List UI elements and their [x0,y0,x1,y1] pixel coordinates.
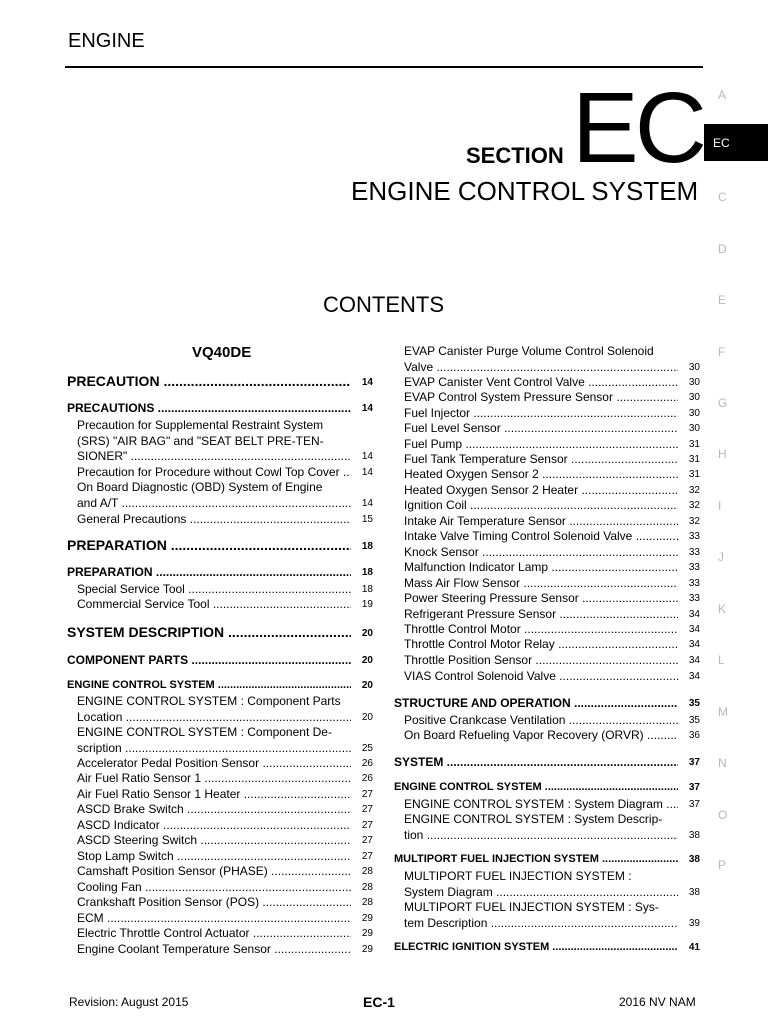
toc-entry-page: 14 [361,451,373,462]
toc-entry[interactable] [394,812,700,842]
toc-entry-page: 27 [361,851,373,862]
toc-entry-page: 38 [688,854,700,865]
toc-entry-page: 34 [688,655,700,666]
toc-entry-page: 29 [361,944,373,955]
toc-entry-title: Camshaft Position Sensor (PHASE) ..... [77,864,351,878]
toc-entry-title: Throttle Control Motor Relay ..... [404,637,678,651]
toc-entry[interactable] [67,771,373,787]
toc-entry-page: 26 [361,758,373,769]
toc-entry[interactable] [394,669,700,685]
toc-entry-title: PRECAUTIONS ..... [67,401,351,415]
toc-entry-page: 37 [688,799,700,810]
toc-entry-title: Throttle Control Motor ..... [404,622,678,636]
toc-entry-title: VIAS Control Solenoid Valve ..... [404,669,678,683]
section-tab-k[interactable]: K [718,602,727,616]
toc-entry[interactable] [394,406,700,422]
toc-entry[interactable] [394,755,700,771]
section-tab-e[interactable]: E [718,293,727,307]
toc-entry-title: Throttle Position Sensor ..... [404,653,678,667]
toc-entry-title: Accelerator Pedal Position Sensor ..... [77,756,351,770]
toc-entry[interactable] [67,512,373,528]
section-tab-d[interactable]: D [718,242,727,256]
toc-entry-page: 30 [688,423,700,434]
section-tab-l[interactable]: L [718,653,725,667]
toc-entry-title: ELECTRIC IGNITION SYSTEM ..... [394,941,678,953]
toc-entry[interactable] [394,421,700,437]
toc-entry-page: 30 [688,408,700,419]
toc-entry[interactable] [394,344,700,374]
toc-entry[interactable] [394,607,700,623]
toc-entry-page: 41 [688,942,700,953]
toc-entry-title: System Diagram ..... [404,885,678,899]
toc-entry-title: Fuel Pump ..... [404,437,678,451]
toc-entry[interactable] [67,565,373,581]
toc-entry-page: 20 [361,655,373,666]
toc-entry[interactable] [67,849,373,865]
toc-entry-title: Precaution for Procedure without Cowl Top Cover ..... [77,465,351,479]
toc-entry-title-line: MULTIPORT FUEL INJECTION SYSTEM : Sys- [404,900,659,914]
toc-entry-page: 36 [688,730,700,741]
toc-entry-title: Valve ..... [404,360,678,374]
toc-entry-page: 27 [361,835,373,846]
section-tab-c[interactable]: C [718,190,727,204]
toc-entry-title: EVAP Canister Vent Control Valve ..... [404,375,678,389]
toc-entry-title: PREPARATION ..... [67,565,351,579]
section-tab-g[interactable]: G [718,396,728,410]
toc-entry[interactable] [67,653,373,669]
toc-entry-page: 27 [361,789,373,800]
toc-entry[interactable] [394,797,700,813]
toc-entry-page: 37 [688,782,700,793]
toc-entry-title: On Board Refueling Vapor Recovery (ORVR) ..... [404,728,678,742]
toc-entry[interactable] [67,401,373,417]
toc-entry-title-line: EVAP Canister Purge Volume Control Solenoid [404,344,654,358]
toc-entry-page: 27 [361,820,373,831]
toc-entry[interactable] [67,624,373,640]
toc-entry-title: Mass Air Flow Sensor ..... [404,576,678,590]
toc-entry-page: 34 [688,639,700,650]
toc-entry-page: 18 [361,567,373,578]
toc-entry-page: 35 [688,715,700,726]
footer-model: 2016 NV NAM [619,995,696,1009]
toc-entry-page: 34 [688,624,700,635]
toc-entry[interactable] [67,679,373,695]
section-tab-f[interactable]: F [718,345,726,359]
toc-entry[interactable] [67,756,373,772]
toc-entry-title: Intake Air Temperature Sensor ..... [404,514,678,528]
toc-entry-page: 19 [361,599,373,610]
toc-entry[interactable] [394,900,700,930]
toc-entry[interactable] [394,514,700,530]
toc-entry[interactable] [67,597,373,613]
toc-entry[interactable] [67,911,373,927]
toc-entry-page: 32 [688,500,700,511]
toc-entry-title: Fuel Tank Temperature Sensor ..... [404,452,678,466]
toc-entry-title: Power Steering Pressure Sensor ..... [404,591,678,605]
toc-entry[interactable] [67,725,373,755]
toc-entry-title-line: ENGINE CONTROL SYSTEM : Component De- [77,725,332,739]
toc-entry-page: 18 [361,584,373,595]
toc-entry[interactable] [394,437,700,453]
toc-entry[interactable] [394,728,700,744]
toc-entry-page: 33 [688,547,700,558]
toc-entry-title: STRUCTURE AND OPERATION ..... [394,696,678,710]
toc-entry[interactable] [394,713,700,729]
toc-entry-title: SIONER" ..... [77,449,351,463]
toc-entry[interactable] [67,926,373,942]
toc-entry-page: 33 [688,578,700,589]
toc-entry-title: ASCD Steering Switch ..... [77,833,351,847]
toc-entry-title: Heated Oxygen Sensor 2 Heater ..... [404,483,678,497]
toc-entry[interactable] [394,576,700,592]
toc-entry-title: Engine Coolant Temperature Sensor ..... [77,942,351,956]
toc-entry[interactable] [67,895,373,911]
toc-entry-page: 31 [688,454,700,465]
section-title: ENGINE CONTROL SYSTEM [351,176,699,206]
toc-entry[interactable] [394,781,700,797]
toc-entry-page: 39 [688,917,700,929]
toc-entry[interactable] [67,818,373,834]
toc-entry-title: and A/T ..... [77,496,351,510]
toc-entry[interactable] [394,696,700,712]
toc-entry-page: 32 [688,516,700,527]
toc-entry-title-line: Precaution for Supplemental Restraint System [77,418,324,432]
toc-entry-page: 20 [361,628,373,639]
toc-entry-page: 31 [688,439,700,450]
toc-entry-title: ASCD Brake Switch ..... [77,802,351,816]
toc-entry[interactable] [394,560,700,576]
toc-entry[interactable] [394,853,700,869]
toc-entry[interactable] [67,802,373,818]
toc-entry-title: Air Fuel Ratio Sensor 1 ..... [77,771,351,785]
toc-entry[interactable] [394,622,700,638]
toc-entry-page: 34 [688,609,700,620]
toc-entry-title: PRECAUTION ..... [67,373,351,389]
toc-entry-title: ENGINE CONTROL SYSTEM : System Diagram ..... [404,797,678,811]
toc-entry-page: 38 [688,829,700,841]
toc-entry[interactable] [394,529,700,545]
toc-entry-page: 33 [688,531,700,542]
toc-entry-title: EVAP Control System Pressure Sensor ..... [404,390,678,404]
toc-entry-page: 30 [688,361,700,373]
toc-entry-page: 29 [361,928,373,939]
toc-entry-page: 30 [688,392,700,403]
toc-entry-title: tion ..... [404,828,678,842]
toc-entry-page: 28 [361,897,373,908]
toc-entry-title: Air Fuel Ratio Sensor 1 Heater ..... [77,787,351,801]
toc-entry[interactable] [67,418,373,463]
header-divider [65,66,703,68]
toc-entry[interactable] [67,480,373,510]
toc-entry-page: 20 [361,680,373,691]
toc-entry[interactable] [67,942,373,958]
toc-entry-title: Knock Sensor ..... [404,545,678,559]
toc-entry-page: 37 [688,757,700,768]
toc-entry-title: MULTIPORT FUEL INJECTION SYSTEM ..... [394,853,678,865]
section-tab-ec[interactable] [704,124,768,161]
toc-entry-page: 15 [361,514,373,525]
toc-entry-title: Crankshaft Position Sensor (POS) ..... [77,895,351,909]
toc-entry-title-line: On Board Diagnostic (OBD) System of Engine [77,480,323,494]
toc-entry-title: Electric Throttle Control Actuator ..... [77,926,351,940]
toc-entry[interactable] [394,869,700,899]
section-tab-o[interactable]: O [718,808,728,822]
toc-entry[interactable] [67,373,373,389]
section-tab-n[interactable]: N [718,756,727,770]
toc-entry[interactable] [394,941,700,957]
toc-entry-title: Stop Lamp Switch ..... [77,849,351,863]
toc-entry[interactable] [67,465,373,481]
toc-entry-title-line: (SRS) "AIR BAG" and "SEAT BELT PRE-TEN- [77,433,324,448]
toc-entry-page: 26 [361,773,373,784]
toc-entry-page: 29 [361,913,373,924]
toc-entry-title: Special Service Tool ..... [77,582,351,596]
toc-entry-page: 33 [688,593,700,604]
toc-entry-page: 14 [361,377,373,388]
toc-entry-page: 20 [361,711,373,723]
toc-entry-title: tem Description ..... [404,916,678,930]
toc-entry-page: 14 [361,467,373,478]
toc-entry[interactable] [394,390,700,406]
toc-entry-title: Fuel Injector ..... [404,406,678,420]
section-tab-m[interactable]: M [718,705,728,719]
toc-entry-page: 27 [361,804,373,815]
toc-entry-title-line: ENGINE CONTROL SYSTEM : System Descrip- [404,812,663,826]
toc-entry-title: scription ..... [77,741,351,755]
toc-entry-page: 28 [361,882,373,893]
section-tab-p[interactable]: P [718,858,727,872]
toc-entry-title: SYSTEM DESCRIPTION ..... [67,624,351,640]
toc-entry-title-line: MULTIPORT FUEL INJECTION SYSTEM : [404,869,632,883]
toc-entry-title: Intake Valve Timing Control Solenoid Valve ..... [404,529,678,543]
toc-entry-title: Fuel Level Sensor ..... [404,421,678,435]
section-code: EC [572,72,703,184]
toc-entry-page: 28 [361,866,373,877]
toc-entry-page: 33 [688,562,700,573]
toc-entry[interactable] [67,833,373,849]
toc-entry[interactable] [394,375,700,391]
toc-entry[interactable] [67,694,373,724]
toc-entry-page: 30 [688,377,700,388]
toc-entry-title: Location ..... [77,710,351,724]
toc-entry-title: Ignition Coil ..... [404,498,678,512]
toc-entry-title: Positive Crankcase Ventilation ..... [404,713,678,727]
toc-entry-page: 35 [688,698,700,709]
toc-entry[interactable] [394,591,700,607]
toc-entry-page: 14 [361,497,373,509]
toc-entry-page: 14 [361,403,373,414]
toc-entry[interactable] [394,545,700,561]
toc-entry-title: ASCD Indicator ..... [77,818,351,832]
toc-entry[interactable] [67,582,373,598]
toc-entry-page: 25 [361,742,373,754]
section-tab-i[interactable]: I [718,499,722,513]
footer-revision: Revision: August 2015 [69,995,189,1009]
toc-entry-title: Heated Oxygen Sensor 2 ..... [404,467,678,481]
section-word: SECTION [466,143,564,168]
toc-entry-title: SYSTEM ..... [394,755,678,769]
toc-entry-title: Commercial Service Tool ..... [77,597,351,611]
toc-entry-title: ENGINE CONTROL SYSTEM ..... [394,781,678,793]
toc-entry[interactable] [394,653,700,669]
toc-entry-title: Cooling Fan ..... [77,880,351,894]
toc-entry-title: Malfunction Indicator Lamp ..... [404,560,678,574]
toc-entry[interactable] [394,483,700,499]
toc-entry[interactable] [394,467,700,483]
section-tab-j[interactable]: J [718,550,724,564]
page-header-label: ENGINE [68,30,145,52]
section-tab-a[interactable]: A [718,88,727,102]
footer-page-number: EC-1 [363,994,395,1010]
toc-entry-page: 32 [688,485,700,496]
section-tab-label: EC [713,136,730,150]
toc-entry-page: 31 [688,469,700,480]
contents-heading: CONTENTS [323,292,444,317]
toc-entry[interactable] [67,864,373,880]
toc-entry-title: ECM ..... [77,911,351,925]
section-index-tabs [704,0,768,1024]
toc-entry-page: 18 [361,541,373,552]
toc-entry[interactable] [67,880,373,896]
section-tab-h[interactable]: H [718,447,727,461]
toc-entry-title: General Precautions ..... [77,512,351,526]
toc-entry-page: 38 [688,886,700,898]
toc-entry-title: ENGINE CONTROL SYSTEM ..... [67,679,351,691]
toc-entry-title: PREPARATION ..... [67,537,351,553]
toc-entry[interactable] [394,498,700,514]
toc-entry[interactable] [394,637,700,653]
engine-model-heading: VQ40DE [192,344,252,361]
toc-entry[interactable] [67,787,373,803]
toc-entry-title: COMPONENT PARTS ..... [67,653,351,667]
toc-entry[interactable] [67,537,373,553]
toc-entry-page: 34 [688,671,700,682]
toc-entry-title-line: ENGINE CONTROL SYSTEM : Component Parts [77,694,341,708]
toc-entry[interactable] [394,452,700,468]
toc-entry-title: Refrigerant Pressure Sensor ..... [404,607,678,621]
